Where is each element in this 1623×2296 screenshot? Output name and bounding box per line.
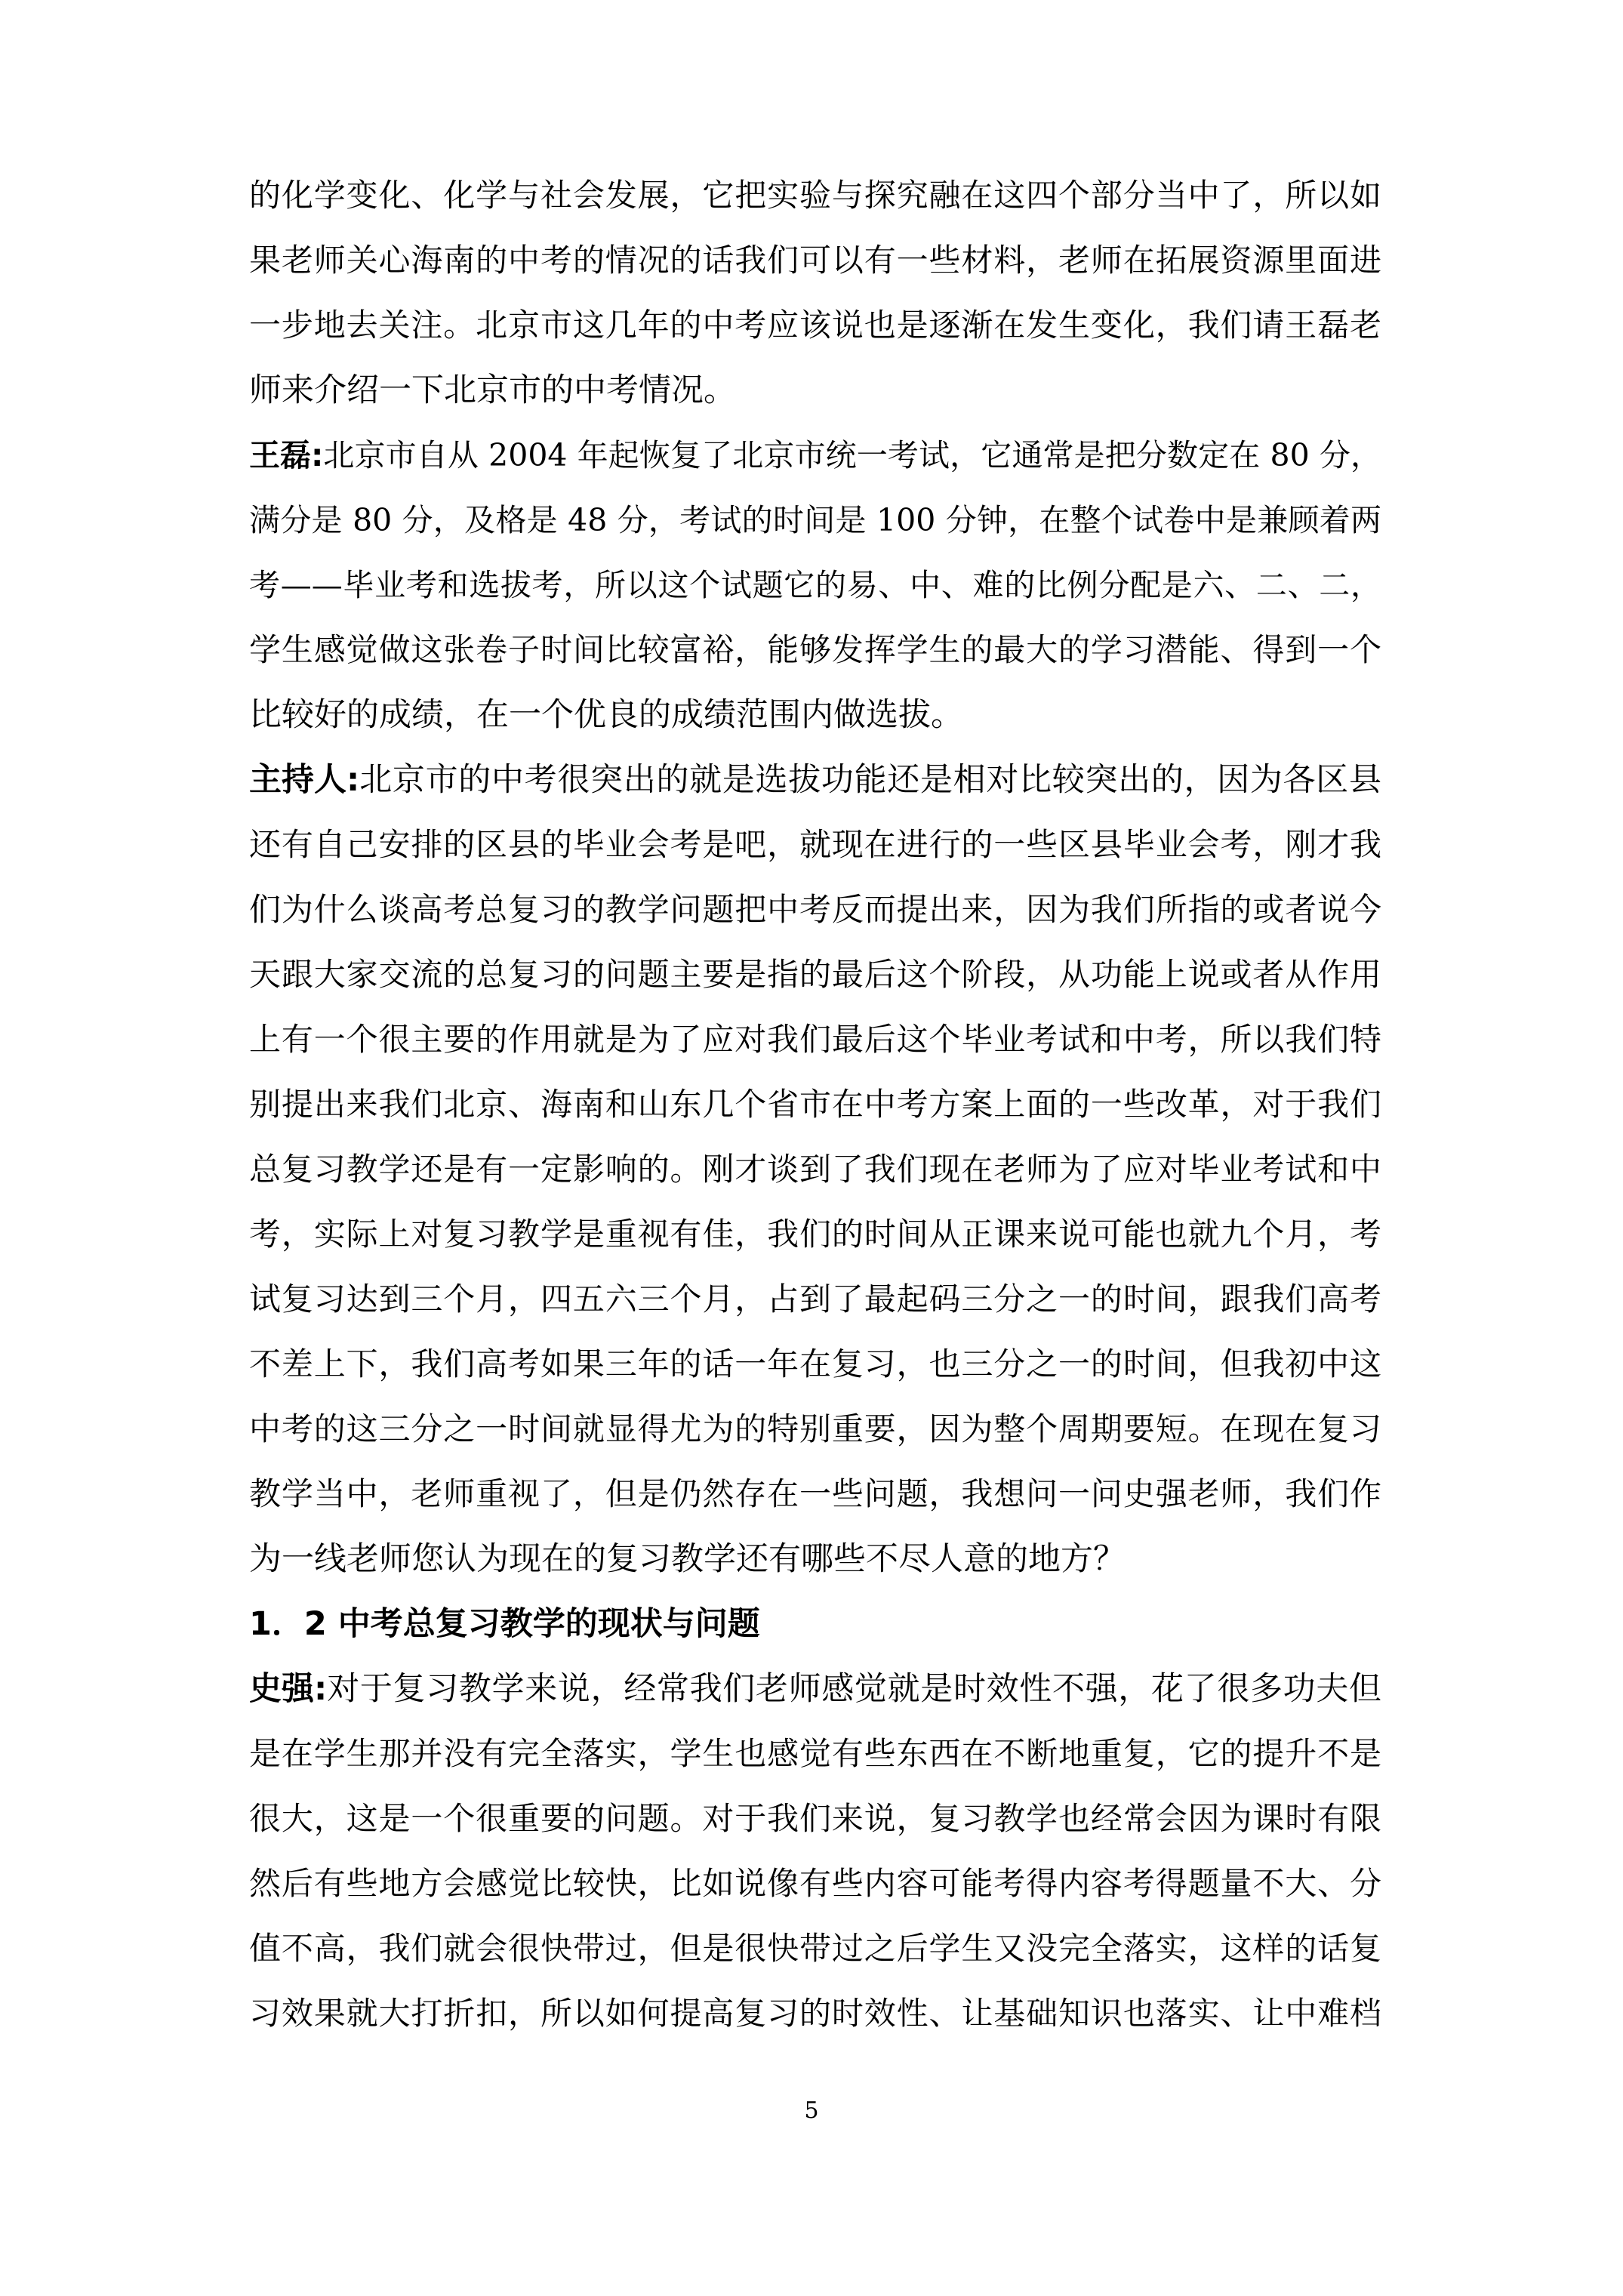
speaker-label-host: 主持人: [249, 761, 360, 799]
line-text: 不差上下，我们高考如果三年的话一年在复习，也三分之一的时间，但我初中这 [249, 1345, 1381, 1382]
paragraph-line [249, 1275, 1381, 1324]
line-text: 对于复习教学来说，经常我们老师感觉就是时效性不强，花了很多功夫但 [327, 1670, 1381, 1708]
line-text: 试复习达到三个月，四五六三个月，占到了最起码三分之一的时间，跟我们高考 [249, 1281, 1381, 1318]
paragraph-line [249, 561, 1381, 609]
paragraph-line [249, 1730, 1381, 1778]
line-text: 师来介绍一下北京市的中考情况。 [249, 371, 736, 409]
line-text: 是在学生那并没有完全落实，学生也感觉有些东西在不断地重复，它的提升不是 [249, 1735, 1381, 1772]
speaker-line-shi-qiang [249, 1665, 1381, 1713]
paragraph-line [249, 1535, 1381, 1583]
line-text: 很大，这是一个很重要的问题。对于我们来说，复习教学也经常会因为课时有限 [249, 1800, 1381, 1837]
paragraph-line [249, 951, 1381, 999]
speaker-line-host [249, 756, 1381, 804]
line-text: 别提出来我们北京、海南和山东几个省市在中考方案上面的一些改革，对于我们 [249, 1086, 1381, 1123]
line-text: 考——毕业考和选拔考，所以这个试题它的易、中、难的比例分配是六、二、二， [249, 567, 1381, 603]
paragraph-line [249, 1080, 1381, 1129]
paragraph-line [249, 1210, 1381, 1259]
line-text: 还有自己安排的区县的毕业会考是吧，就现在进行的一些区县毕业会考，刚才我 [249, 826, 1381, 863]
line-text: 的化学变化、化学与社会发展，它把实验与探究融在这四个部分当中了，所以如 [249, 177, 1381, 214]
paragraph-line [249, 886, 1381, 934]
line-text: 值不高，我们就会很快带过，但是很快带过之后学生又没完全落实，这样的话复 [249, 1930, 1381, 1967]
line-text: 习效果就大打折扣，所以如何提高复习的时效性、让基础知识也落实、让中难档 [249, 1995, 1381, 2032]
paragraph-line [249, 496, 1381, 544]
line-text: 果老师关心海南的中考的情况的话我们可以有一些材料，老师在拓展资源里面进 [249, 242, 1381, 279]
line-text: 为一线老师您认为现在的复习教学还有哪些不尽人意的地方？ [249, 1540, 1126, 1578]
speaker-label-shi-qiang: 史强: [249, 1670, 328, 1708]
speaker-label-wang-lei: 王磊: [249, 437, 324, 473]
paragraph-line [249, 1795, 1381, 1843]
line-text: 考，实际上对复习教学是重视有佳，我们的时间从正课来说可能也就九个月，考 [249, 1216, 1381, 1253]
paragraph-line [249, 1015, 1381, 1064]
line-text: 们为什么谈高考总复习的教学问题把中考反而提出来，因为我们所指的或者说今 [249, 891, 1381, 928]
line-text: 北京市自从 2004 年起恢复了北京市统一考试，它通常是把分数定在 80 分， [323, 437, 1381, 473]
paragraph-line [249, 626, 1381, 674]
line-text: 教学当中，老师重视了，但是仍然存在一些问题，我想问一问史强老师，我们作 [249, 1475, 1381, 1512]
paragraph-line [249, 171, 1381, 220]
paragraph-line [249, 1860, 1381, 1908]
page-number: 5 [804, 2097, 819, 2124]
line-text: 总复习教学还是有一定影响的。刚才谈到了我们现在老师为了应对毕业考试和中 [249, 1151, 1381, 1188]
paragraph-line [249, 1925, 1381, 1973]
section-heading: 1．2 中考总复习教学的现状与问题 [249, 1605, 760, 1643]
paragraph-line [249, 1405, 1381, 1453]
paragraph-line [249, 691, 1381, 739]
line-text: 一步地去关注。北京市这几年的中考应该说也是逐渐在发生变化，我们请王磊老 [249, 307, 1381, 344]
paragraph-line [249, 1989, 1381, 2038]
line-text: 然后有些地方会感觉比较快，比如说像有些内容可能考得内容考得题量不大、分 [249, 1865, 1381, 1902]
line-text: 比较好的成绩，在一个优良的成绩范围内做选拔。 [249, 696, 963, 734]
paragraph-line [249, 301, 1381, 350]
line-text: 天跟大家交流的总复习的问题主要是指的最后这个阶段，从功能上说或者从作用 [249, 956, 1381, 993]
section-heading-line [249, 1600, 1381, 1648]
paragraph-line [249, 1145, 1381, 1194]
line-text: 中考的这三分之一时间就显得尤为的特别重要，因为整个周期要短。在现在复习 [249, 1410, 1381, 1447]
paragraph-line [249, 236, 1381, 285]
line-text: 上有一个很主要的作用就是为了应对我们最后这个毕业考试和中考，所以我们特 [249, 1021, 1381, 1058]
paragraph-line [249, 821, 1381, 869]
line-text: 学生感觉做这张卷子时间比较富裕，能够发挥学生的最大的学习潜能、得到一个 [249, 631, 1381, 668]
paragraph-line [249, 1340, 1381, 1388]
paragraph-line [249, 1470, 1381, 1518]
line-text: 满分是 80 分，及格是 48 分，考试的时间是 100 分钟，在整个试卷中是兼顾着两 [249, 502, 1381, 538]
paragraph-line [249, 366, 1381, 415]
line-text: 北京市的中考很突出的就是选拔功能还是相对比较突出的，因为各区县 [359, 761, 1381, 799]
speaker-line-wang-lei [249, 431, 1381, 479]
